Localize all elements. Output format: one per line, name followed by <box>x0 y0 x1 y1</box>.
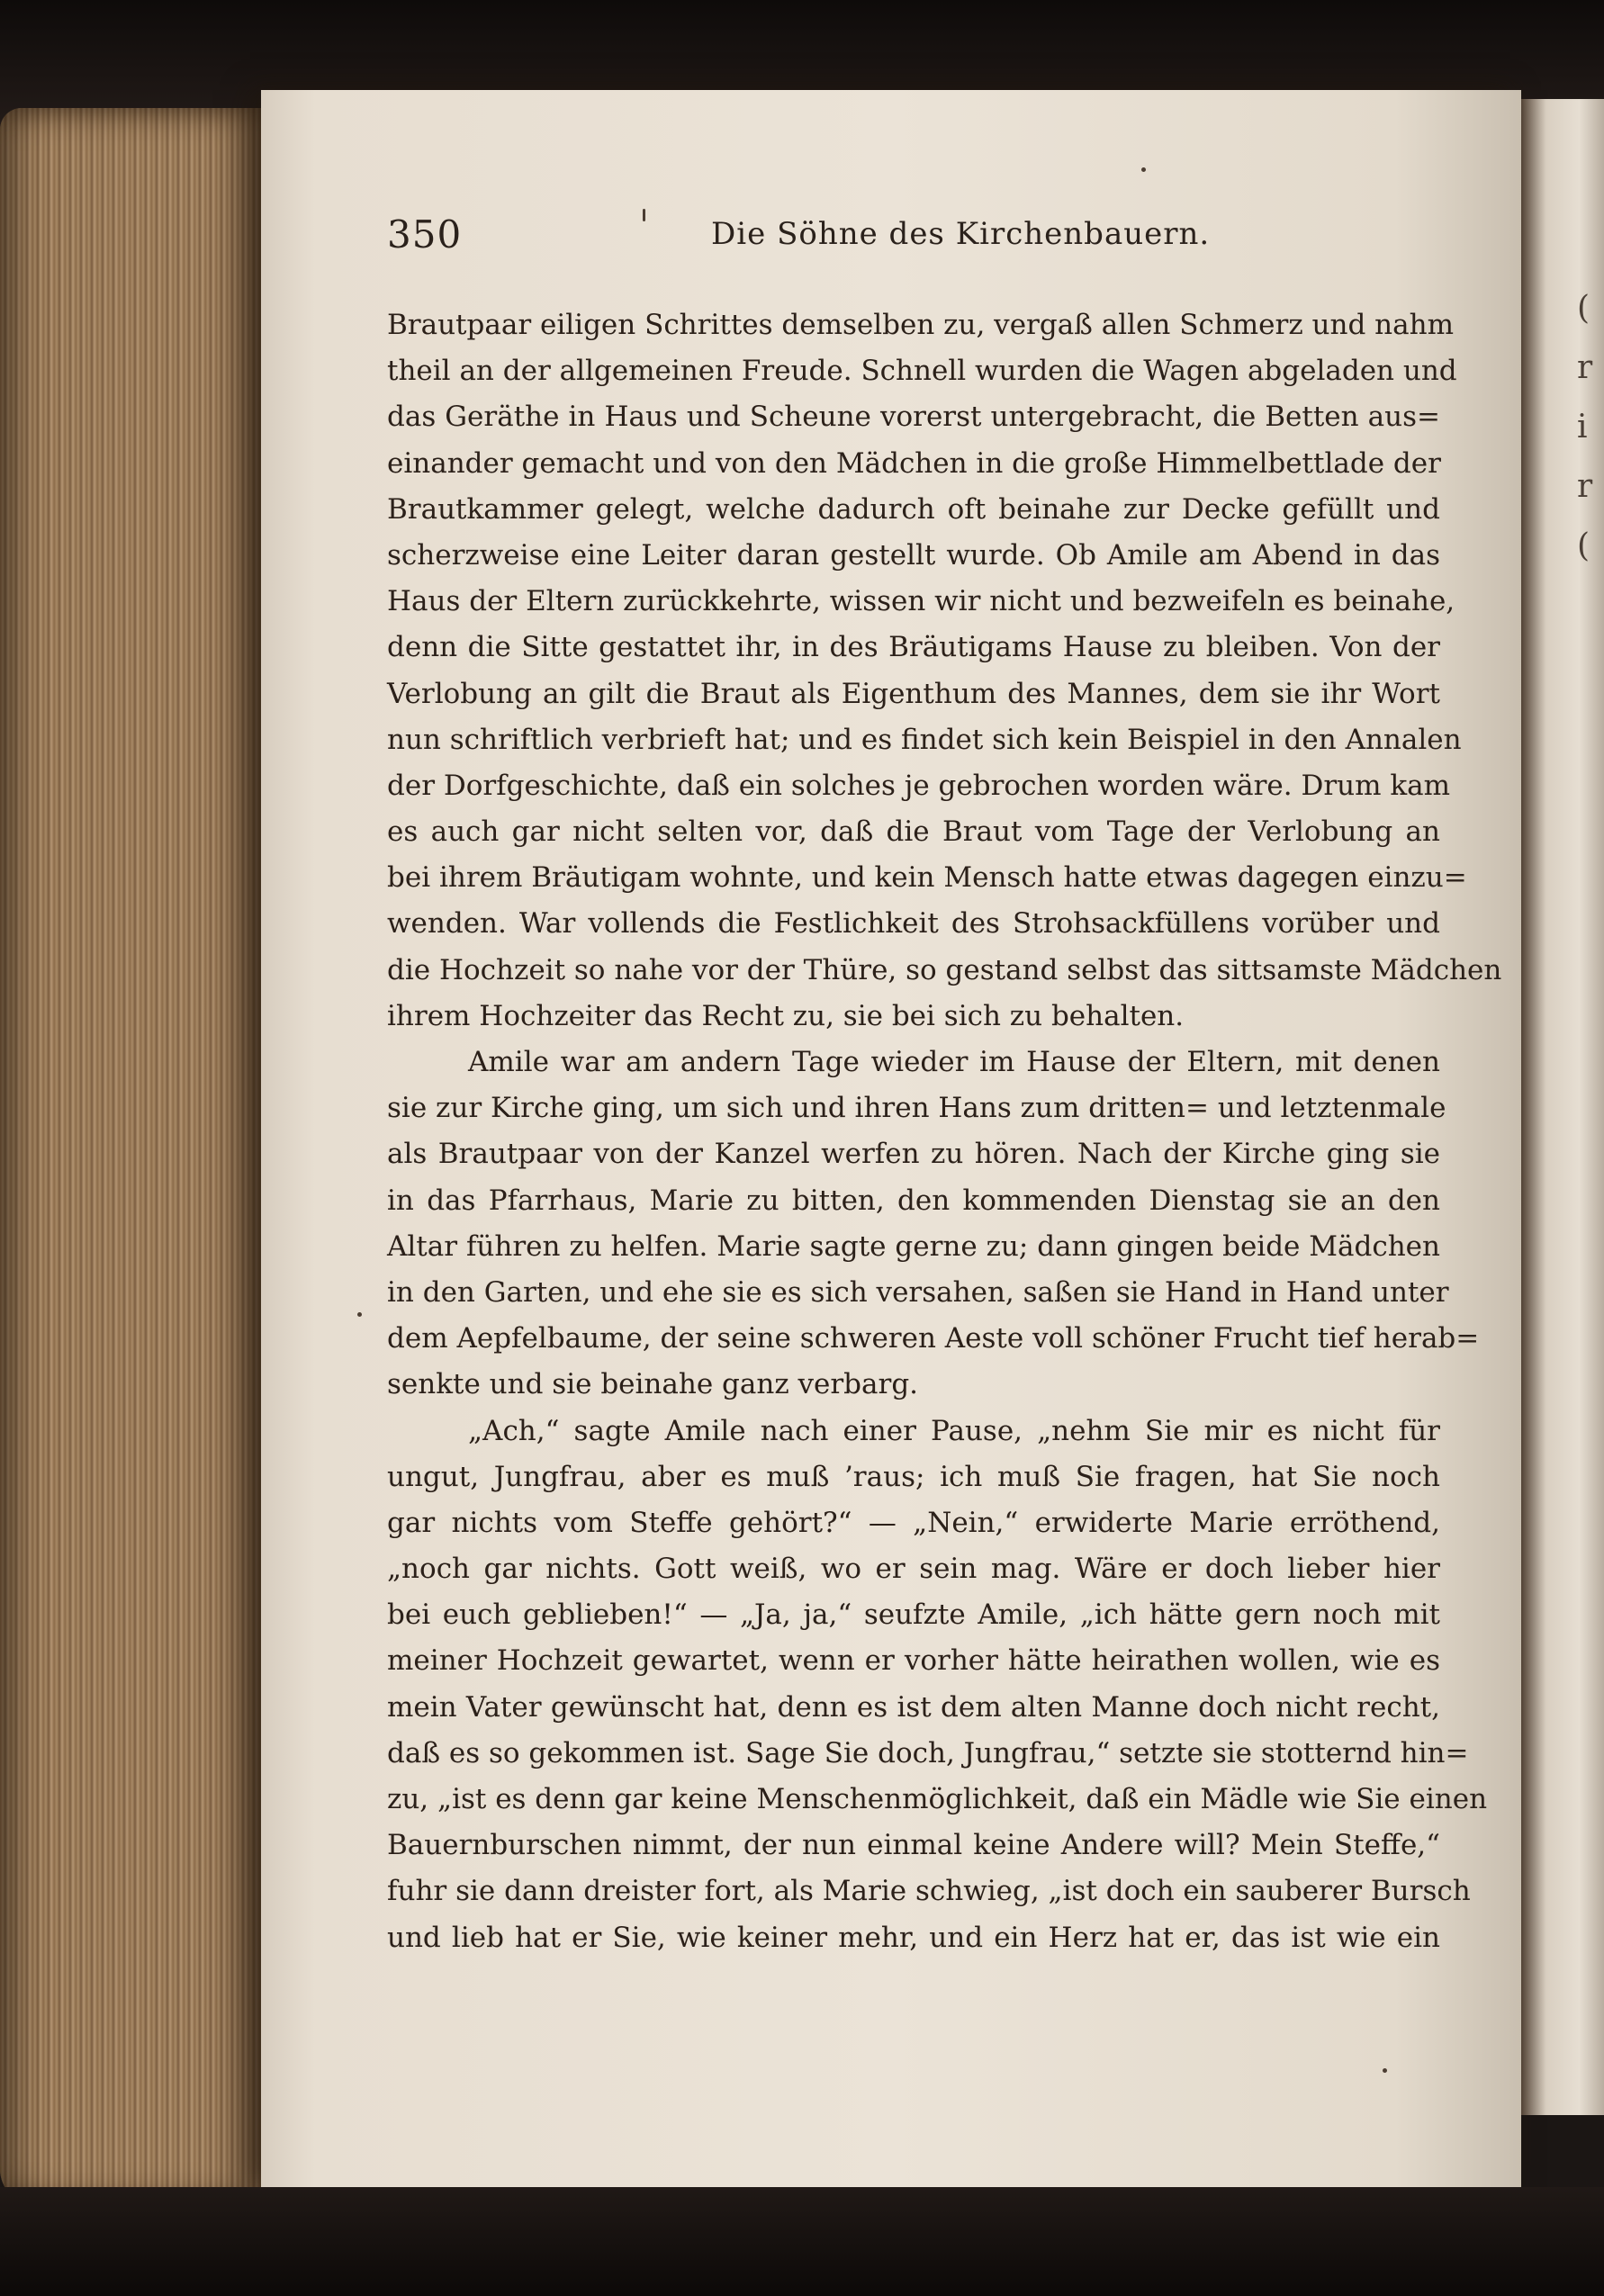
text-line: „Ach,“ sagte Amile nach einer Pause, „nehm Sie mir es nicht für <box>468 1414 1440 1447</box>
text-line: bei ihrem Bräutigam wohnte, und kein Mensch hatte etwas dagegen einzu= <box>387 861 1467 895</box>
text-line: es auch gar nicht selten vor, daß die Braut vom Tage der Verlobung an <box>387 815 1440 849</box>
paper-speck <box>1383 2068 1387 2073</box>
paper-speck <box>1141 167 1146 172</box>
body-text <box>387 302 1502 1961</box>
text-line: denn die Sitte gestattet ihr, in des Bräutigams Hause zu bleiben. Von der <box>387 631 1440 664</box>
text-line: und lieb hat er Sie, wie keiner mehr, und ein Herz hat er, das ist wie ein <box>387 1921 1440 1954</box>
text-line: ihrem Hochzeiter das Recht zu, sie bei sich zu behalten. <box>387 999 1185 1032</box>
text-line: Verlobung an gilt die Braut als Eigenthum des Mannes, dem sie ihr Wort <box>387 677 1440 710</box>
text-line: einander gemacht und von den Mädchen in die große Himmelbettlade der <box>387 446 1441 480</box>
text-line: sie zur Kirche ging, um sich und ihren Hans zum dritten= und letztenmale <box>387 1092 1446 1125</box>
text-line: scherzweise eine Leiter daran gestellt wurde. Ob Amile am Abend in das <box>387 538 1440 572</box>
text-line: daß es so gekommen ist. Sage Sie doch, Jungfrau,“ setzte sie stotternd hin= <box>387 1736 1469 1769</box>
text-line: Brautpaar eiligen Schrittes demselben zu, vergaß allen Schmerz und nahm <box>387 309 1454 341</box>
text-line: zu, „ist es denn gar keine Menschenmöglichkeit, daß ein Mädle wie Sie einen <box>387 1783 1488 1815</box>
text-line: gar nichts vom Steffe gehört?“ — „Nein,“ erwiderte Marie erröthend, <box>387 1506 1440 1539</box>
book-page-edges <box>0 108 270 2205</box>
facing-page-char: ( <box>1577 290 1590 327</box>
text-line: Haus der Eltern zurückkehrte, wissen wir nicht und bezweifeln es beinahe, <box>387 585 1455 618</box>
text-line: Brautkammer gelegt, welche dadurch oft beinahe zur Decke gefüllt und <box>387 492 1440 526</box>
facing-page-char: i <box>1577 409 1588 446</box>
text-line: senkte und sie beinahe ganz verbarg. <box>387 1368 919 1401</box>
text-line: als Brautpaar von der Kanzel werfen zu hören. Nach der Kirche ging sie <box>387 1138 1440 1171</box>
text-line: nun schriftlich verbrieft hat; und es findet sich kein Beispiel in den Annalen <box>387 723 1462 756</box>
text-line: Altar führen zu helfen. Marie sagte gerne zu; dann gingen beide Mädchen <box>387 1229 1440 1263</box>
paper-speck <box>357 1312 362 1317</box>
facing-page-char: r <box>1577 468 1593 505</box>
text-line: theil an der allgemeinen Freude. Schnell wurden die Wagen abgeladen und <box>387 355 1457 388</box>
text-line: meiner Hochzeit gewartet, wenn er vorher hätte heirathen wollen, wie es <box>387 1644 1440 1678</box>
text-line: fuhr sie dann dreister fort, als Marie schwieg, „ist doch ein sauberer Bursch <box>387 1875 1471 1908</box>
text-line: „noch gar nichts. Gott weiß, wo er sein mag. Wäre er doch lieber hier <box>387 1553 1440 1586</box>
text-line: Bauernburschen nimmt, der nun einmal keine Andere will? Mein Steffe,“ <box>387 1829 1440 1862</box>
page-header <box>387 212 1431 266</box>
facing-page-margin-chars <box>1577 279 1604 576</box>
facing-page-char: r <box>1577 349 1593 386</box>
text-line: wenden. War vollends die Festlichkeit des Strohsackfüllens vorüber und <box>387 907 1440 941</box>
text-line: die Hochzeit so nahe vor der Thüre, so gestand selbst das sittsamste Mädchen <box>387 953 1502 986</box>
text-line: ungut, Jungfrau, aber es muß ’raus; ich muß Sie fragen, hat Sie noch <box>387 1460 1440 1493</box>
text-line: das Geräthe in Haus und Scheune vorerst untergebracht, die Betten aus= <box>387 401 1440 434</box>
text-line: der Dorfgeschichte, daß ein solches je gebrochen worden wäre. Drum kam <box>387 769 1451 802</box>
background-bottom <box>0 2187 1604 2296</box>
text-line: mein Vater gewünscht hat, denn es ist dem alten Manne doch nicht recht, <box>387 1690 1440 1724</box>
running-head: Die Söhne des Kirchenbauern. <box>711 216 1211 252</box>
text-line: in den Garten, und ehe sie es sich versahen, saßen sie Hand in Hand unter <box>387 1275 1449 1309</box>
page-number: 350 <box>387 212 463 257</box>
text-line: dem Aepfelbaume, der seine schweren Aeste voll schöner Frucht tief herab= <box>387 1322 1480 1355</box>
text-line: bei euch geblieben!“ — „Ja, ja,“ seufzte Amile, „ich hätte gern noch mit <box>387 1598 1440 1632</box>
text-line: in das Pfarrhaus, Marie zu bitten, den kommenden Dienstag sie an den <box>387 1184 1440 1217</box>
facing-page-char: ( <box>1577 527 1590 564</box>
text-line: Amile war am andern Tage wieder im Hause der Eltern, mit denen <box>468 1046 1440 1078</box>
